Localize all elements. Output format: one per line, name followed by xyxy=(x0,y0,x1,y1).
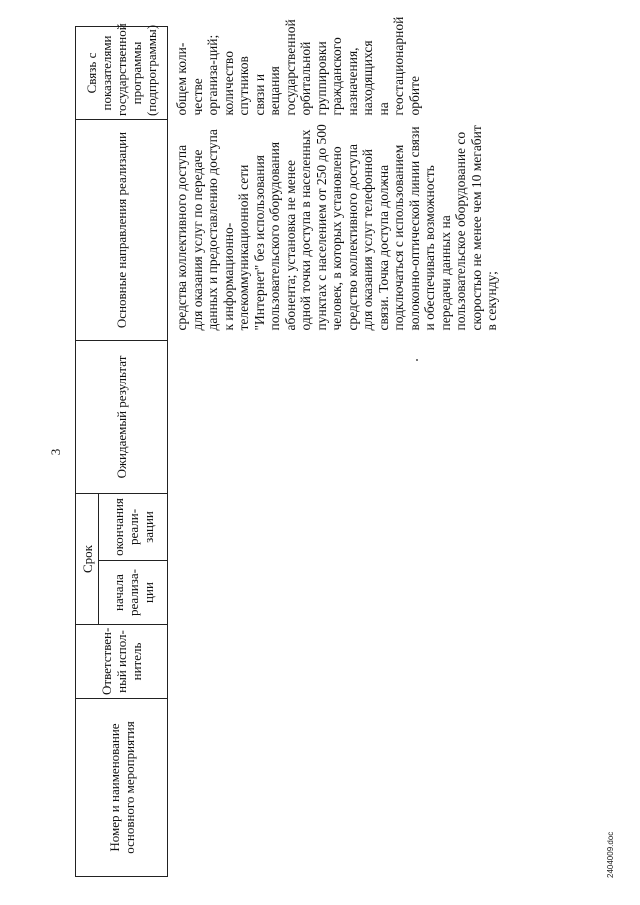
rotated-landscape-sheet xyxy=(45,16,605,877)
cell-executor xyxy=(168,625,505,699)
header-executor: Ответствен-ный испол-нитель xyxy=(76,625,168,699)
document-filename: 2404009.doc xyxy=(606,831,615,878)
cell-result xyxy=(168,341,505,494)
cell-event xyxy=(168,699,505,877)
cell-directions: средства коллективного доступа для оказания услуг по передаче данных и предоставлению доступа к информационно-телекоммуникационной сети "Интернет" без использования пользовательского оборудования абонента; установка не менее одной точки доступа в населенных пунктах с населением от 250 до 500 человек, в которых установлено средство коллективного доступа для оказания услуг телефонной связи. Точка доступа должна подключаться с использованием волоконно-оптической линии связи и обеспечивать возможность передачи данных на пользовательское оборудование со скоростью не менее чем 10 мегабит в секунду; xyxy=(174,124,499,331)
table-row xyxy=(168,27,505,877)
table-header-row xyxy=(76,27,99,877)
header-result: Ожидаемый результат xyxy=(76,341,168,494)
page-number: 3 xyxy=(48,448,63,456)
header-term: Срок xyxy=(76,494,99,625)
activity-plan-table xyxy=(75,16,504,877)
header-event: Номер и наименование основного мероприятия xyxy=(76,699,168,877)
header-term-start: начала реализа-ции xyxy=(99,561,168,625)
stray-mark xyxy=(416,360,418,362)
header-directions: Основные направления реализации xyxy=(76,120,168,341)
cell-link: общем коли-честве организа-ций; количество спутников связи и вещания государственной орбитальной группировки гражданского назначения, находящихся на геостационарной орбите xyxy=(174,16,422,116)
header-link: Связь с показателями государственной программы (подпрограммы) xyxy=(76,27,168,120)
cell-term-end xyxy=(168,494,505,561)
cell-term-start xyxy=(168,561,505,625)
header-term-end: окончания реали-зации xyxy=(99,494,168,561)
